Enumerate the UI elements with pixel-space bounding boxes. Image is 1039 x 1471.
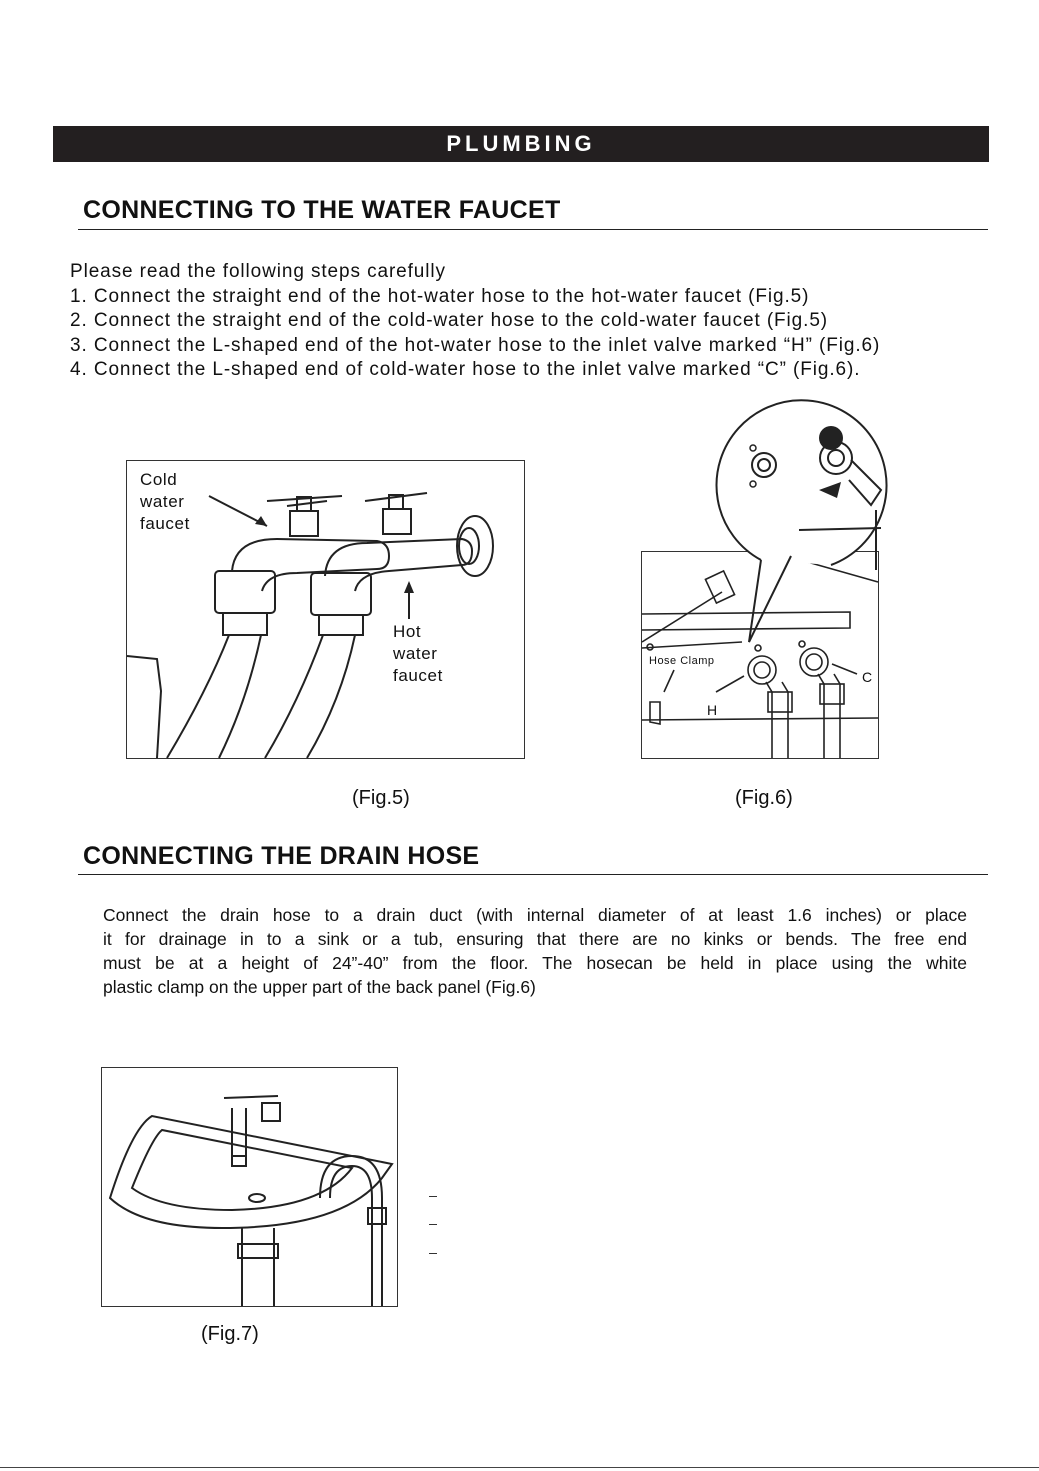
steps-intro: Please read the following steps carefully: [70, 261, 446, 282]
cold-label-line1: Cold: [140, 470, 178, 489]
section-banner: PLUMBING: [53, 126, 989, 162]
page-bottom-rule: [0, 1467, 1039, 1468]
hose-clamp-label: Hose Clamp: [649, 655, 715, 667]
sink-drawing: [102, 1068, 397, 1306]
drain-line-2: it for drainage in to a sink or a tub, ensuring that there are no kinks or bends. The free end: [103, 929, 967, 949]
faucet-steps: [70, 260, 1000, 383]
fig5-caption: (Fig.5): [352, 787, 410, 809]
hot-label-line3: faucet: [393, 666, 443, 685]
valve-zoom-callout: [731, 410, 911, 650]
hot-faucet-label: [393, 621, 443, 687]
fig7-illustration: [101, 1067, 398, 1307]
step-3: 3. Connect the L-shaped end of the hot-water hose to the inlet valve marked “H” (Fig.6): [70, 334, 881, 356]
drain-line-3: must be at a height of 24”-40” from the floor. The hosecan be held in place using the white: [103, 953, 967, 973]
c-valve-label: C: [862, 669, 873, 685]
step-4: 4. Connect the L-shaped end of cold-water hose to the inlet valve marked “C” (Fig.6).: [70, 359, 861, 380]
h-valve-label: H: [707, 702, 718, 718]
faucet-section-heading: CONNECTING TO THE WATER FAUCET: [83, 196, 561, 224]
cold-label-line3: faucet: [140, 514, 190, 533]
step-1: 1. Connect the straight end of the hot-water hose to the hot-water faucet (Fig.5): [70, 285, 810, 307]
fig5-illustration: [126, 460, 525, 759]
hot-label-line1: Hot: [393, 622, 422, 641]
dash-mark-1: [429, 1196, 437, 1197]
fig6-caption: (Fig.6): [735, 787, 793, 809]
cold-faucet-label: [140, 469, 190, 535]
drain-paragraph: [103, 903, 967, 999]
drain-section-heading: CONNECTING THE DRAIN HOSE: [83, 842, 480, 870]
step-2: 2. Connect the straight end of the cold-water hose to the cold-water faucet (Fig.5): [70, 310, 829, 331]
drain-line-1: Connect the drain hose to a drain duct (with internal diameter of at least 1.6 inches) or place: [103, 905, 967, 925]
dash-mark-2: [429, 1224, 437, 1225]
hot-label-line2: water: [393, 644, 438, 663]
fig7-caption: (Fig.7): [201, 1323, 259, 1345]
drain-heading-rule: [78, 874, 988, 875]
dash-mark-3: [429, 1253, 437, 1254]
drain-line-4: plastic clamp on the upper part of the back panel (Fig.6): [103, 977, 536, 997]
faucet-heading-rule: [78, 229, 988, 230]
cold-label-line2: water: [140, 492, 185, 511]
